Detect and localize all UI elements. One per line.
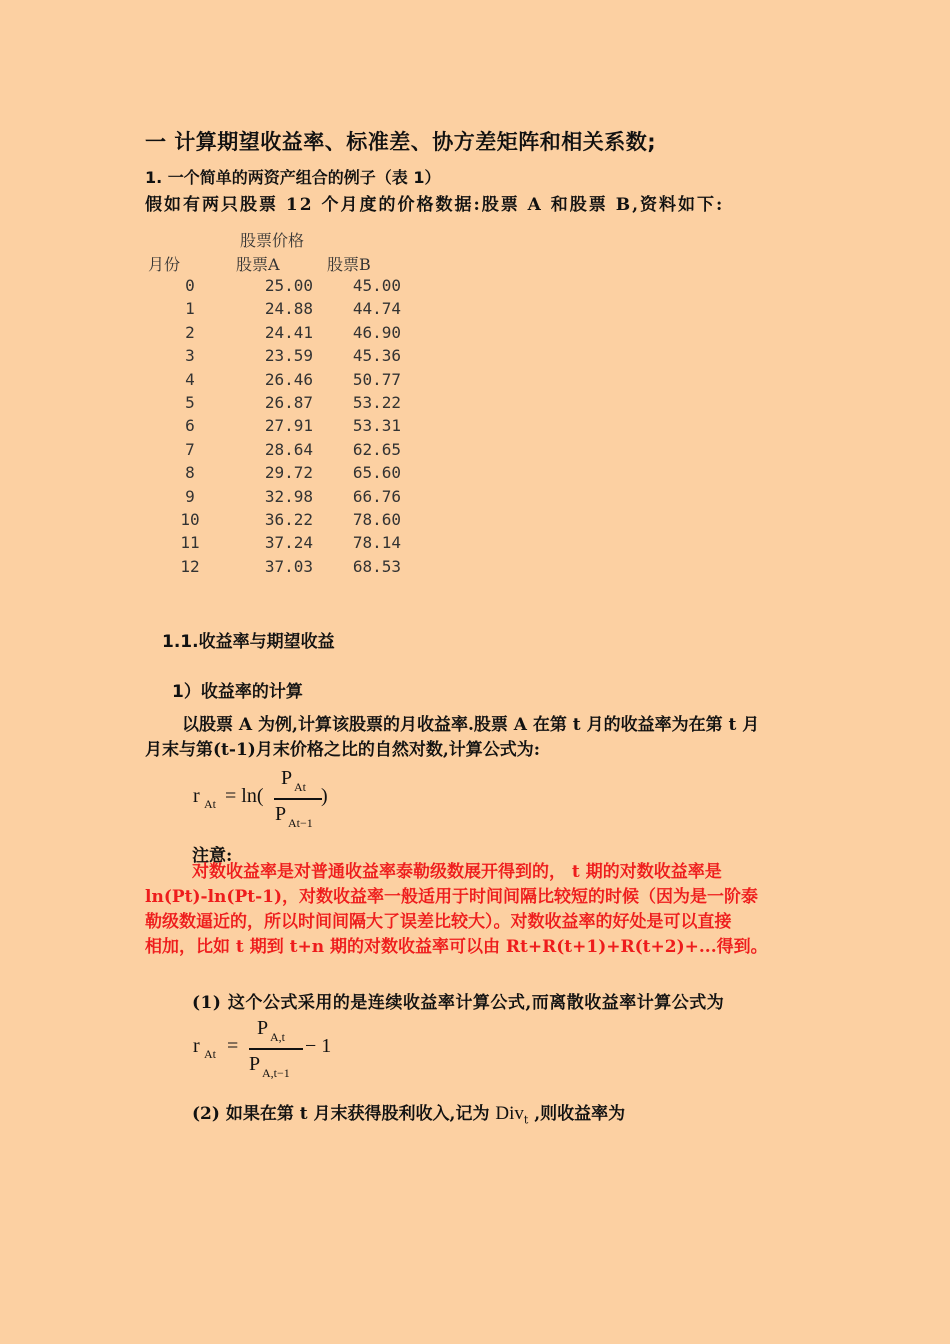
table-row (145, 557, 425, 580)
price-table (145, 224, 425, 584)
note-line: 对数收益率是对普通收益率泰勒级数展开得到的， t 期的对数收益率是 (192, 862, 722, 882)
cell-stock-b: 53.22 (352, 392, 401, 412)
example-title: 1. 一个简单的两资产组合的例子（表 1） (145, 168, 441, 187)
cell-month: 4 (185, 369, 195, 389)
table-row (145, 323, 425, 346)
cell-stock-a: 29.72 (264, 463, 313, 483)
formula-lhs: r (193, 1035, 200, 1057)
cell-stock-a: 36.22 (264, 509, 313, 529)
cell-stock-a: 26.87 (264, 392, 313, 412)
cell-stock-a: 24.41 (264, 322, 313, 342)
subsection-heading-1-1: 1.1.收益率与期望收益 (162, 632, 335, 652)
note-line: 相加，比如 t 期到 t+n 期的对数收益率可以由 Rt+R(t+1)+R(t+2)+...得到。 (145, 937, 768, 957)
note-label: 注意: (192, 846, 233, 866)
formula-lhs: r (193, 785, 200, 807)
explain-line: 以股票 A 为例,计算该股票的月收益率.股票 A 在第 t 月的收益率为在第 t 月 (182, 715, 760, 735)
table-row (145, 487, 425, 510)
formula-equals: = (227, 1035, 239, 1057)
cell-stock-a: 27.91 (264, 416, 313, 436)
subsection-heading-returns: 1）收益率的计算 (172, 682, 303, 702)
formula-denominator-sub: A,t−1 (262, 1066, 290, 1080)
explain-paragraph (145, 713, 815, 763)
table-row (145, 510, 425, 533)
cell-stock-b: 45.36 (352, 346, 401, 366)
cell-month: 9 (185, 486, 195, 506)
cell-month: 0 (185, 276, 195, 295)
table-row (145, 299, 425, 322)
table-header-stock-b: 股票B (327, 255, 371, 274)
formula-denominator: P (249, 1053, 261, 1075)
cell-stock-b: 44.74 (352, 299, 401, 319)
item-2-prefix: (2) 如果在第 t 月末获得股利收入,记为 (192, 1104, 490, 1124)
cell-stock-a: 25.00 (264, 276, 313, 295)
div-subscript: t (523, 1113, 529, 1127)
cell-month: 7 (185, 439, 195, 459)
table-group-header: 股票价格 (240, 231, 305, 250)
cell-stock-b: 78.60 (352, 509, 401, 529)
cell-stock-b: 65.60 (352, 463, 401, 483)
table-header-month: 月份 (148, 255, 181, 274)
cell-month: 1 (185, 299, 195, 319)
note-line: ln(Pt)-ln(Pt-1)，对数收益率一般适用于时间间隔比较短的时候（因为是一阶泰 (145, 887, 759, 907)
fraction-bar (249, 1048, 303, 1050)
intro-paragraph: 假如有两只股票 12 个月度的价格数据:股票 A 和股票 B,资料如下: (145, 195, 725, 215)
formula-denominator-sub: At−1 (288, 816, 313, 830)
discrete-return-formula (193, 1015, 353, 1085)
cell-stock-a: 37.03 (264, 556, 313, 576)
formula-lhs-sub: At (204, 1047, 216, 1061)
cell-month: 12 (180, 556, 200, 576)
note-line: 勒级数逼近的，所以时间间隔大了误差比较大）。对数收益率的好处是可以直接 (145, 912, 732, 932)
cell-month: 6 (185, 416, 195, 436)
item-2-suffix: ,则收益率为 (534, 1104, 626, 1124)
table-header-stock-a: 股票A (236, 255, 280, 274)
item-2 (192, 1099, 625, 1126)
fraction-bar (274, 798, 322, 800)
formula-lhs-sub: At (204, 797, 216, 811)
cell-stock-b: 50.77 (352, 369, 401, 389)
cell-month: 8 (185, 463, 195, 483)
formula-numerator: P (281, 767, 293, 789)
formula-denominator: P (275, 803, 287, 825)
cell-month: 10 (180, 509, 200, 529)
formula-numerator-sub: A,t (270, 1030, 285, 1044)
formula-numerator: P (257, 1017, 269, 1039)
div-symbol: Div (495, 1103, 524, 1124)
table-row (145, 346, 425, 369)
cell-stock-a: 32.98 (264, 486, 313, 506)
cell-stock-b: 45.00 (352, 276, 401, 295)
item-1: (1) 这个公式采用的是连续收益率计算公式,而离散收益率计算公式为 (192, 993, 725, 1013)
cell-stock-b: 68.53 (352, 556, 401, 576)
table-row (145, 416, 425, 439)
explain-line: 月末与第(t-1)月末价格之比的自然对数,计算公式为: (145, 740, 541, 760)
table-row (145, 440, 425, 463)
cell-month: 5 (185, 392, 195, 412)
table-body (145, 276, 425, 580)
cell-stock-b: 53.31 (352, 416, 401, 436)
cell-month: 2 (185, 322, 195, 342)
formula-close-paren: ) (321, 785, 328, 807)
log-return-formula (193, 765, 343, 835)
table-row (145, 533, 425, 556)
table-row (145, 463, 425, 486)
cell-stock-b: 78.14 (352, 533, 401, 553)
table-row (145, 276, 425, 299)
section-heading: 一 计算期望收益率、标准差、协方差矩阵和相关系数; (145, 130, 657, 154)
cell-stock-a: 26.46 (264, 369, 313, 389)
cell-stock-a: 37.24 (264, 533, 313, 553)
cell-stock-a: 28.64 (264, 439, 313, 459)
table-row (145, 393, 425, 416)
formula-numerator-sub: At (294, 780, 306, 794)
cell-stock-b: 46.90 (352, 322, 401, 342)
cell-stock-b: 66.76 (352, 486, 401, 506)
cell-month: 11 (180, 533, 200, 553)
note-paragraph (145, 860, 815, 960)
cell-stock-a: 24.88 (264, 299, 313, 319)
cell-month: 3 (185, 346, 195, 366)
formula-ln: = ln( (225, 785, 264, 807)
cell-stock-a: 23.59 (264, 346, 313, 366)
table-row (145, 370, 425, 393)
formula-minus-one: − 1 (305, 1035, 332, 1057)
cell-stock-b: 62.65 (352, 439, 401, 459)
